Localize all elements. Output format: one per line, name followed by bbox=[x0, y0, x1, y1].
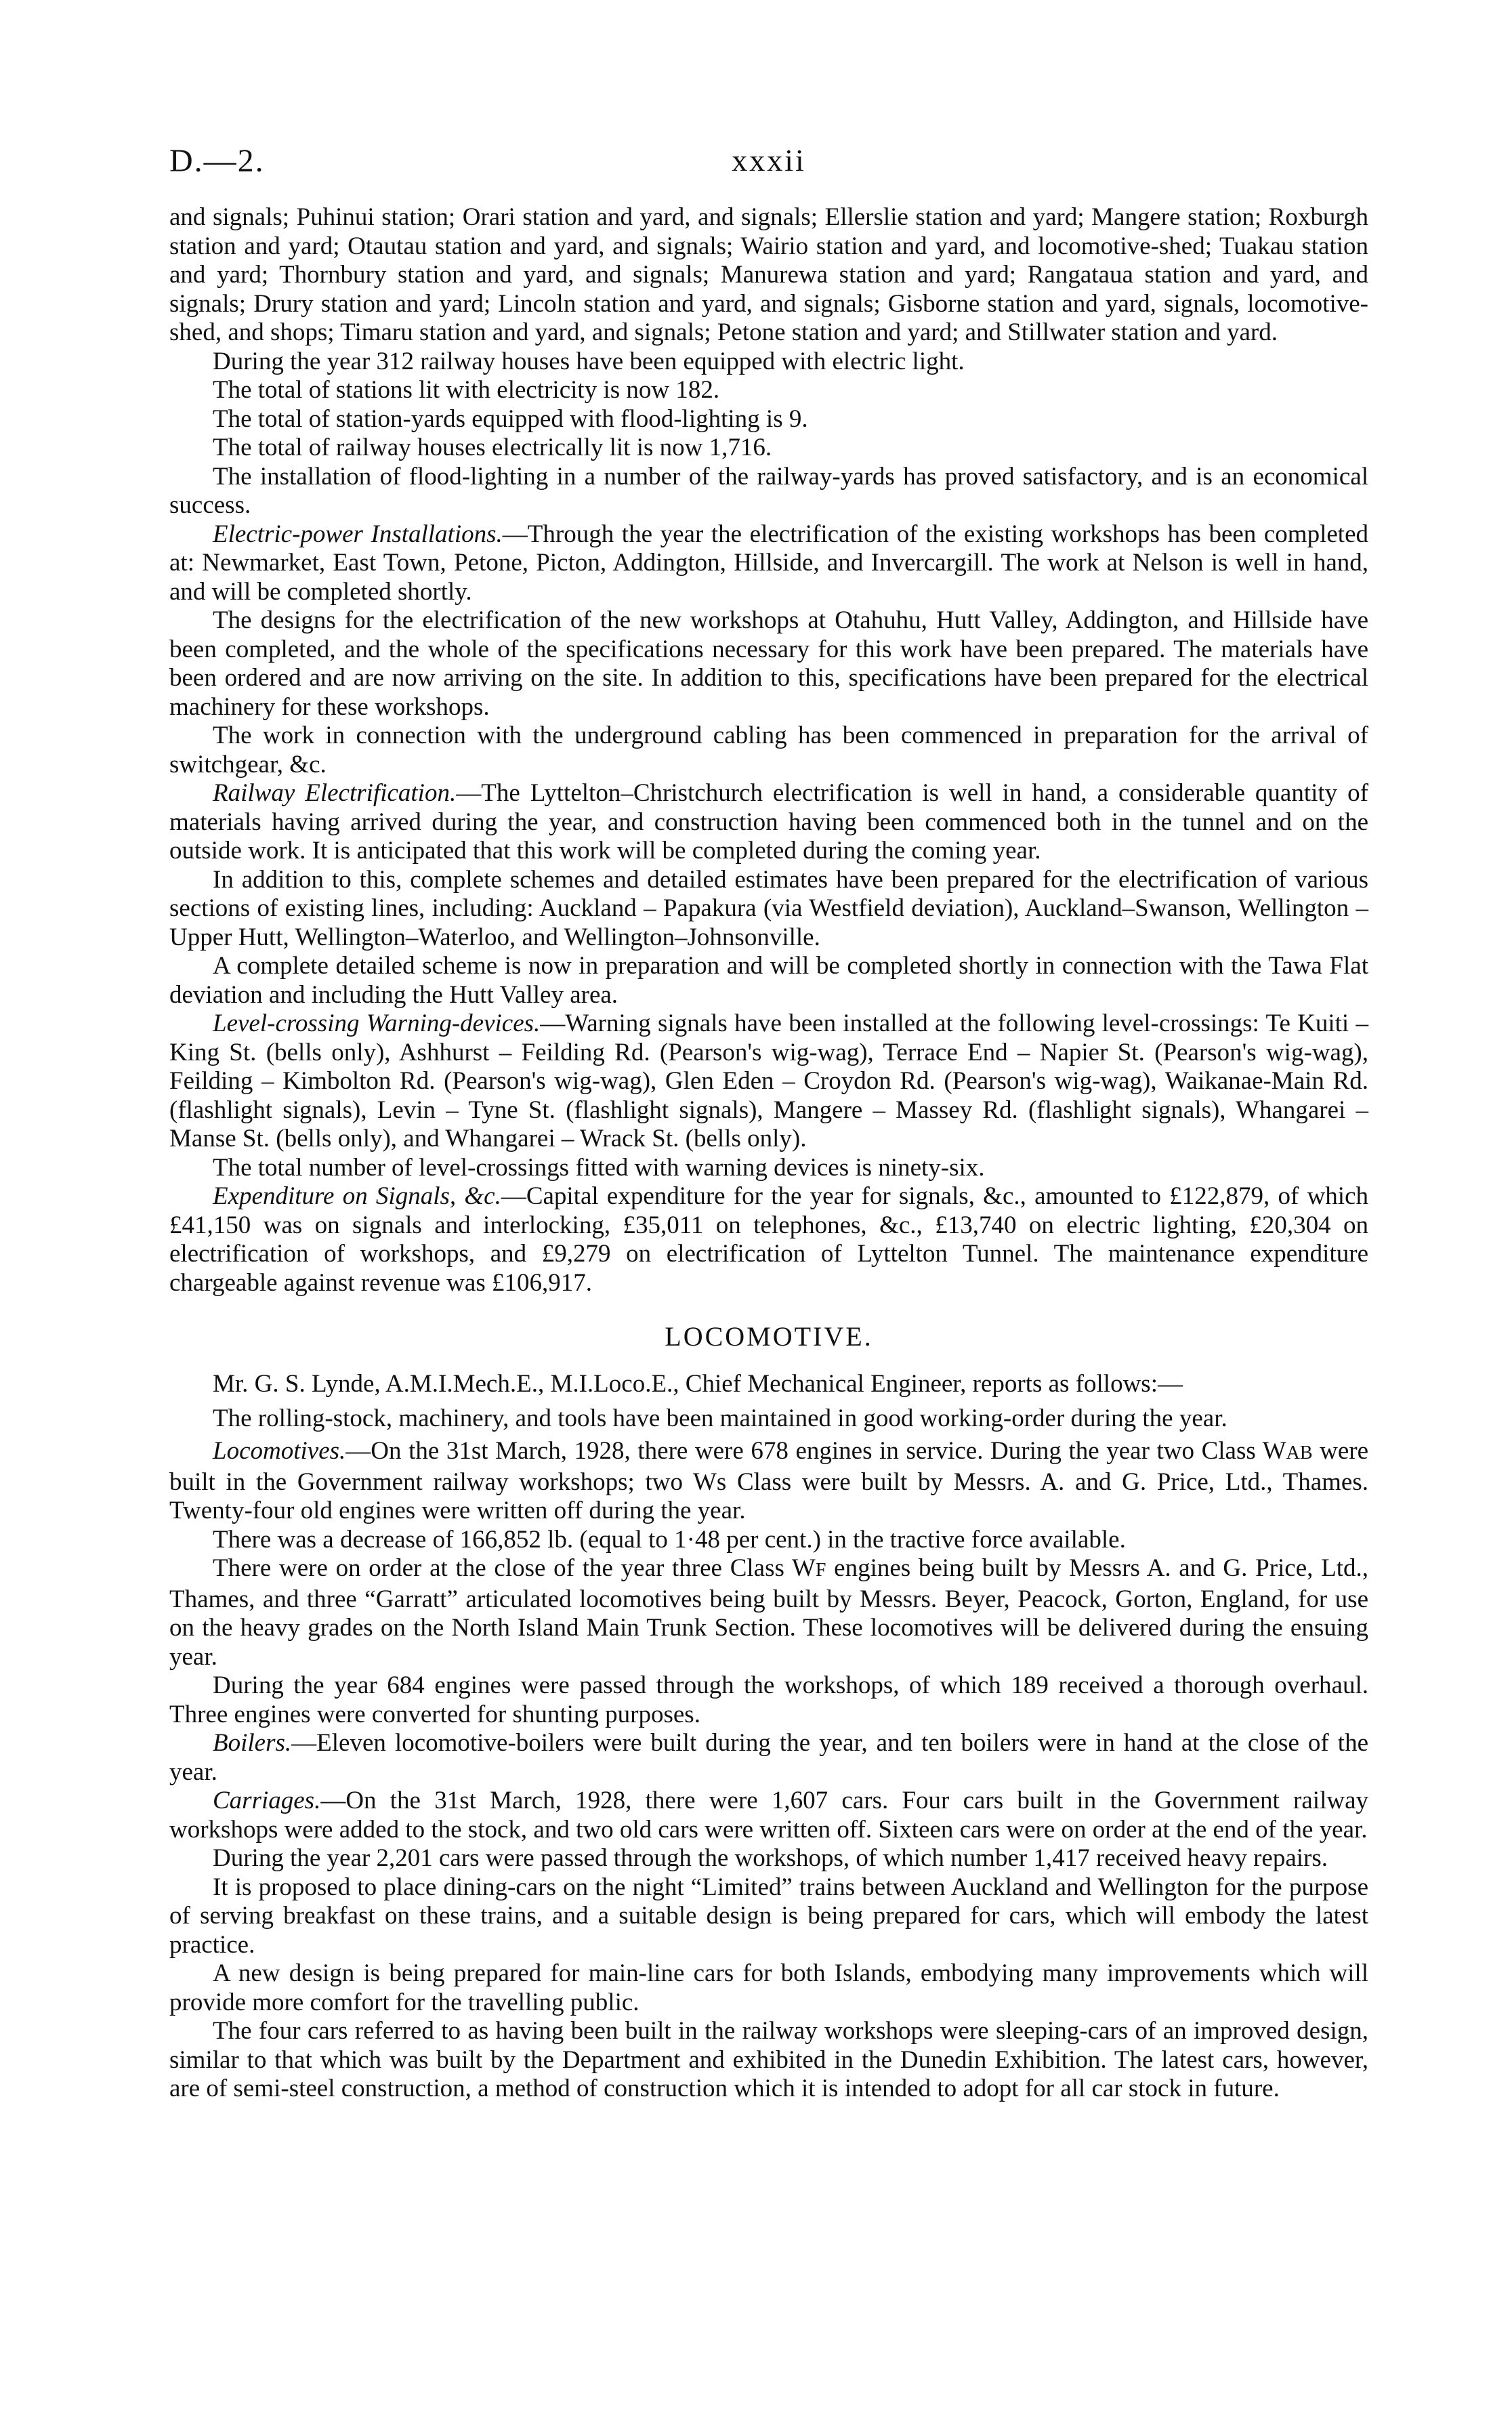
paragraph-text: —Eleven locomotive-boilers were built during the year, and ten boilers were in hand at the close of the year. bbox=[169, 1729, 1368, 1786]
paragraph: A new design is being prepared for main-line cars for both Islands, embodying many improvements which will provide more comfort for the travelling public. bbox=[169, 1959, 1368, 2016]
paragraph bbox=[169, 1010, 1368, 1154]
paragraph: The rolling-stock, machinery, and tools have been maintained in good working-order during the year. bbox=[213, 1404, 1227, 1432]
paragraph-text: —Through the year the electrification of the existing workshops has been completed at: Newmarket, East Town, Petone, Picton, Addington, Hillside, and Invercargill. The work at Nelson is well in hand, and will be completed shortly. bbox=[169, 520, 1368, 606]
paragraph: During the year 2,201 cars were passed through the workshops, of which number 1,417 received heavy repairs. bbox=[213, 1844, 1328, 1872]
paragraph-text: —The Lyttelton–Christchurch electrification is well in hand, a considerable quantity of materials having arrived during the year, and construction having been commenced both in the tunnel and on the outside work. It is anticipated that this work will be completed during the coming year. bbox=[169, 779, 1368, 865]
paragraph-title: Railway Electrification. bbox=[213, 779, 457, 807]
paragraph bbox=[169, 1554, 1368, 1671]
paragraph-title: Electric-power Installations. bbox=[213, 520, 503, 548]
paragraph-text: engines being built by Messrs A. and G. Price, Ltd., Thames, and three “Garratt” articulated locomotives being built by Messrs. Beyer, Peacock, Gorton, England, for use on the heavy grades on the North Island Main Trunk Section. These locomotives will be delivered during the ensuing year. bbox=[169, 1554, 1368, 1671]
paragraph-title: Level-crossing Warning-devices. bbox=[213, 1010, 541, 1037]
paragraph-title: Expenditure on Signals, &c. bbox=[213, 1182, 501, 1210]
report-line: Mr. G. S. Lynde, A.M.I.Mech.E., M.I.Loco.E., Chief Mechanical Engineer, reports as follows:— bbox=[213, 1370, 1183, 1398]
paragraph: The installation of flood-lighting in a number of the railway-yards has proved satisfactory, and is an economical success. bbox=[169, 462, 1368, 519]
paragraph-title: Boilers. bbox=[213, 1729, 292, 1757]
paragraph-text: were built in the Government railway workshops; two Ws Class were built by Messrs. A. and G. Price, Ltd., Thames. Twenty-four old engines were written off during the year. bbox=[169, 1437, 1368, 1524]
paragraph: The work in connection with the underground cabling has been commenced in preparation for the arrival of switchgear, &c. bbox=[169, 722, 1368, 778]
paragraph: The total number of level-crossings fitted with warning devices is ninety-six. bbox=[213, 1153, 985, 1182]
document-page bbox=[169, 142, 1368, 2104]
paragraph: The four cars referred to as having been built in the railway workshops were sleeping-cars of an improved design, similar to that which was built by the Department and exhibited in the Dunedin Exhibition. The latest cars, however, are of semi-steel construction, a method of construction which it is intended to adopt for all car stock in future. bbox=[169, 2017, 1368, 2102]
paragraph: In addition to this, complete schemes and detailed estimates have been prepared for the electrification of various sections of existing lines, including: Auckland – Papakura (via Westfield deviation), Auckland–Swanson, Wellington – Upper Hutt, Wellington–Waterloo, and Wellington–Johnsonville. bbox=[169, 865, 1368, 951]
paragraph-title: Locomotives. bbox=[213, 1437, 346, 1465]
paragraph bbox=[169, 520, 1368, 607]
paragraph bbox=[169, 1729, 1368, 1787]
paragraph bbox=[169, 1182, 1368, 1297]
class-code: AB bbox=[1286, 1442, 1313, 1463]
paragraph: The total of station-yards equipped with flood-lighting is 9. bbox=[213, 404, 808, 433]
paragraph bbox=[169, 779, 1368, 866]
page-header bbox=[169, 142, 1368, 203]
paragraph-text: —On the 31st March, 1928, there were 678 engines in service. During the year two Class W bbox=[345, 1437, 1286, 1465]
paragraph-text: There were on order at the close of the year three Class W bbox=[213, 1554, 816, 1582]
paragraph: There was a decrease of 166,852 lb. (equal to 1·48 per cent.) in the tractive force available. bbox=[213, 1525, 1126, 1554]
paragraph-text: —Warning signals have been installed at the following level-crossings: Te Kuiti – King St. (bells only), Ashhurst – Feilding Rd. (Pearson's wig-wag), Terrace End – Napier St. (Pearson's wig-wag), Feilding – Kimbolton Rd. (Pearson's wig-wag), Glen Eden – Croydon Rd. (Pearson's wig-wag), Waikanae-Main Rd. (flashlight signals), Levin – Tyne St. (flashlight signals), Mangere – Massey Rd. (flashlight signals), Whangarei – Manse St. (bells only), and Whangarei – Wrack St. (bells only). bbox=[169, 1010, 1368, 1152]
paragraph: A complete detailed scheme is now in preparation and will be completed shortly in connection with the Tawa Flat deviation and including the Hutt Valley area. bbox=[169, 952, 1368, 1009]
page-number: xxxii bbox=[732, 143, 806, 178]
paragraph: The designs for the electrification of the new workshops at Otahuhu, Hutt Valley, Addington, and Hillside have been completed, and the whole of the specifications necessary for this work have been prepared. The materials have been ordered and are now arriving on the site. In addition to this, specifications have been prepared for the electrical machinery for these workshops. bbox=[169, 606, 1368, 721]
document-body bbox=[169, 203, 1368, 2104]
paragraph bbox=[169, 1437, 1368, 1526]
paragraph: It is proposed to place dining-cars on the night “Limited” trains between Auckland and Wellington for the purpose of serving breakfast on these trains, and a suitable design is being prepared for cars, which will embody the latest practice. bbox=[169, 1873, 1368, 1959]
document-reference: D.—2. bbox=[169, 143, 265, 179]
paragraph-text: —Capital expenditure for the year for signals, &c., amounted to £122,879, of which £41,150 was on signals and interlocking, £35,011 on telephones, &c., £13,740 on electric lighting, £20,304 on electrification of workshops, and £9,279 on electrification of Lyttelton Tunnel. The maintenance expenditure chargeable against revenue was £106,917. bbox=[169, 1182, 1368, 1297]
paragraph-text: —On the 31st March, 1928, there were 1,607 cars. Four cars built in the Government railway workshops were added to the stock, and two old cars were written off. Sixteen cars were on order at the end of the year. bbox=[169, 1787, 1368, 1844]
paragraph: and signals; Puhinui station; Orari station and yard, and signals; Ellerslie station and yard; Mangere station; Roxburgh station and yard; Otautau station and yard, and signals; Wairio station and yard, and locomotive-shed; Tuakau station and yard; Thornbury station and yard, and signals; Manurewa station and yard; Rangataua station and yard, and signals; Drury station and yard; Lincoln station and yard, and signals; Gisborne station and yard, signals, locomotive-shed, and shops; Timaru station and yard, and signals; Petone station and yard; and Stillwater station and yard. bbox=[169, 203, 1368, 346]
paragraph: The total of railway houses electrically lit is now 1,716. bbox=[213, 434, 772, 461]
paragraph: During the year 312 railway houses have been equipped with electric light. bbox=[213, 347, 965, 375]
paragraph: The total of stations lit with electricity is now 182. bbox=[213, 376, 720, 404]
class-code: F bbox=[815, 1560, 826, 1581]
paragraph-title: Carriages. bbox=[213, 1787, 321, 1814]
section-heading: LOCOMOTIVE. bbox=[665, 1321, 873, 1352]
paragraph bbox=[169, 1787, 1368, 1844]
paragraph: During the year 684 engines were passed through the workshops, of which 189 received a thorough overhaul. Three engines were converted for shunting purposes. bbox=[169, 1671, 1368, 1728]
